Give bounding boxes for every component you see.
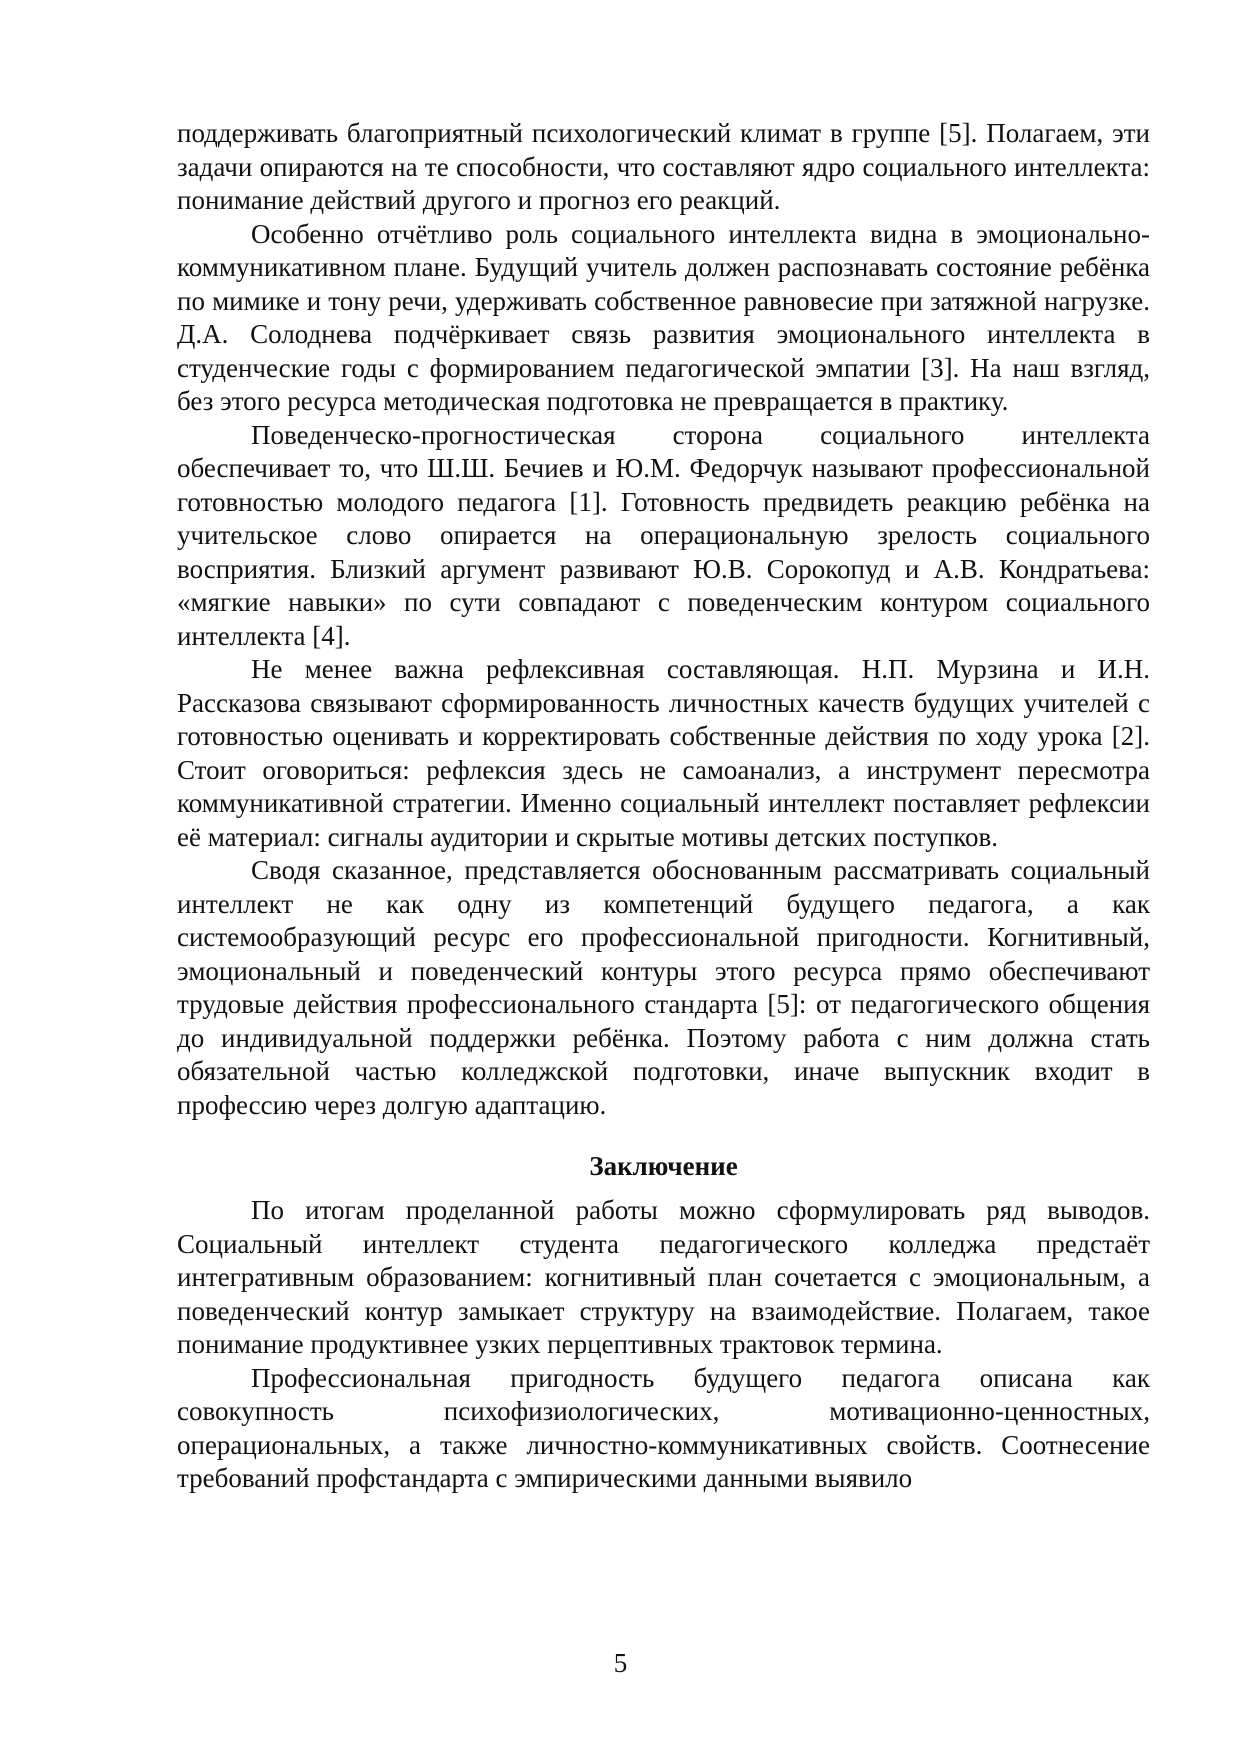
paragraph-summary: Сводя сказанное, представляется обоснованным рассматривать социальный интеллект не как одну из компетенций будущего педагога, а как системообразующий ресурс его профессиональной пригодности. Когнитивный, эмоциональный и поведенческий контуры этого ресурса прямо обеспечивают трудовые действия профессионального стандарта [5]: от педагогического общения до индивидуальной поддержки ребёнка. Поэтому работа с ним должна стать обязательной частью колледжской подготовки, иначе выпускник входит в профессию через долгую адаптацию.: [177, 855, 1150, 1120]
paragraph-emotional-communicative: Особенно отчётливо роль социального интеллекта видна в эмоционально-коммуникативном плане. Будущий учитель должен распознавать состояние ребёнка по мимике и тону речи, удерживать собственное равновесие при затяжной нагрузке. Д.А. Солоднева подчёркивает связь развития эмоционального интеллекта в студенческие годы с формированием педагогической эмпатии [3]. На наш взгляд, без этого ресурса методическая подготовка не превращается в практику.: [177, 218, 1150, 416]
paragraph-conclusion-1: По итогам проделанной работы можно сформулировать ряд выводов. Социальный интеллект студента педагогического колледжа предстаёт интегративным образованием: когнитивный план сочетается с эмоциональным, а поведенческий контур замыкает структуру на взаимодействие. Полагаем, такое понимание продуктивнее узких перцептивных трактовок термина.: [177, 1195, 1150, 1359]
paragraph-conclusion-2: Профессиональная пригодность будущего педагога описана как совокупность психофизиологических, мотивационно-ценностных, операциональных, а также личностно-коммуникативных свойств. Соотнесение требований профстандарта с эмпирическими данными выявило: [177, 1362, 1150, 1493]
paragraph-behavioral-prognostic: Поведенческо-прогностическая сторона социального интеллекта обеспечивает то, что Ш.Ш. Бечиев и Ю.М. Федорчук называют профессиональной готовностью молодого педагога [1]. Готовность предвидеть реакцию ребёнка на учительское слово опирается на операциональную зрелость социального восприятия. Близкий аргумент развивают Ю.В. Сорокопуд и А.В. Кондратьева: «мягкие навыки» по сути совпадают с поведенческим контуром социального интеллекта [4].: [177, 419, 1150, 651]
paragraph-reflexive: Не менее важна рефлексивная составляющая. Н.П. Мурзина и И.Н. Рассказова связывают сформированность личностных качеств будущих учителей с готовностью оценивать и корректировать собственные действия по ходу урока [2]. Стоит оговориться: рефлексия здесь не самоанализ, а инструмент пересмотра коммуникативной стратегии. Именно социальный интеллект поставляет рефлексии её материал: сигналы аудитории и скрытые мотивы детских поступков.: [177, 654, 1150, 852]
paragraph-continuation: поддерживать благоприятный психологический климат в группе [5]. Полагаем, эти задачи опираются на те способности, что составляют ядро социального интеллекта: понимание действий другого и прогноз его реакций.: [177, 118, 1150, 215]
conclusion-heading: Заключение: [589, 1151, 738, 1181]
page-number: 5: [613, 1648, 628, 1678]
body-text: [177, 117, 1150, 1496]
